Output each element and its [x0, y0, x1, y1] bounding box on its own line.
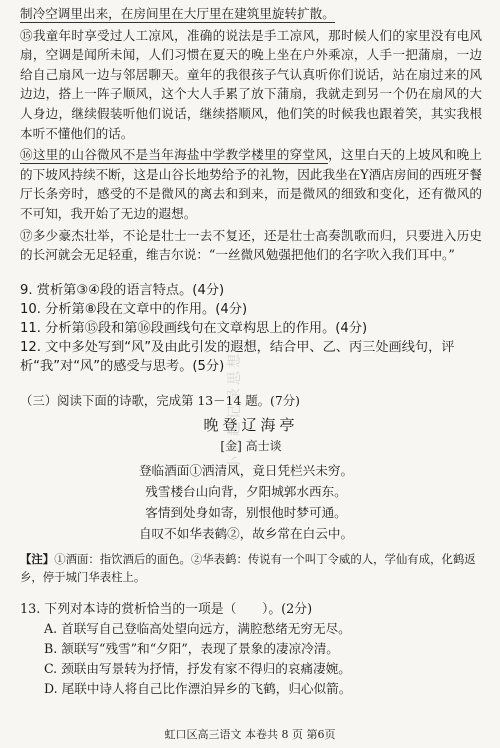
question-13-stem: 13. 下列对本诗的赏析恰当的一项是（ ）。(2分) — [20, 601, 313, 617]
question-9: 9. 赏析第③④段的语言特点。(4分) — [20, 282, 225, 298]
poem-line-2: 残雪楼台山向背，夕阳城郭水西东。 — [145, 483, 347, 499]
option-a: A. 首联写自己登临高处望向远方，满腔愁绪无穷无尽。 — [44, 620, 351, 636]
poem-note — [20, 550, 482, 586]
question-10: 10. 分析第⑧段在文章中的作用。(4分) — [20, 301, 248, 317]
poem-title: 晚登辽海亭 — [203, 415, 299, 434]
question-13-options — [20, 619, 482, 699]
option-d: D. 尾联中诗人将自己比作漂泊异乡的飞鹤，归心似箭。 — [44, 680, 352, 696]
poem-line-1: 登临酒面①洒清风，竟日凭栏兴未穷。 — [138, 462, 354, 478]
poem-author: [金] 高士谈 — [220, 438, 282, 453]
underlined-sentence: 制冷空调里出来，在房间里在大厅里在建筑里旋转扩散。 — [20, 6, 335, 21]
watermark-text: 小兴趣记录思想 — [227, 351, 243, 470]
paragraph-16 — [20, 145, 482, 223]
question-12: 12. 文中多处写到“风”及由此引发的遐想，结合甲、乙、丙三处画线句，评析“我”对“风”的感受与思考。(5分) — [20, 339, 455, 374]
section-3-heading: （三）阅读下面的诗歌，完成第 13－14 题。(7分) — [20, 392, 300, 408]
note-label: 【注】 — [20, 551, 55, 566]
poem-line-4: 自叹不如华表鹤②，故乡常在白云中。 — [138, 525, 354, 541]
question-list — [20, 281, 482, 376]
question-11: 11. 分析第⑮段和第⑯段画线句在文章构思上的作用。(4分) — [20, 320, 368, 336]
paragraph-15: ⑮我童年时享受过人工凉风，准确的说法是手工凉风，那时候人们的家里没有电风扇，空调是闻所未闻，人们习惯在夏天的晚上坐在户外乘凉，人手一把蒲扇，一边给自己扇风一边与邻居聊天。童年的我很孩子气认真听你们说话，站在扇过来的风边边，搭上一阵子顺风，这个大人手累了放下蒲扇，我就走到另一个仍在扇风的大人身边，继续假装听他们说话，继续搭顺风，他们笑的时候我也跟着笑，其实我根本听不懂他们的话。 — [20, 27, 482, 141]
paragraph-16-rest: ，这里白天的上坡风和晚上的下坡风持续不断，这是山谷长地势给予的礼物，因此我坐在Y酒店房间的西班牙餐厅长条旁时，感受的不是微风的离去和到来，而是微风的细致和变化，还有微风的不可知，我开始了无边的遐想。 — [20, 147, 483, 221]
note-text: ①酒面：指饮酒后的面色。②华表鹤：传说有一个叫丁令威的人，学仙有成，化鹤返乡，停于城门华表柱上。 — [20, 551, 476, 584]
passage-top-line — [20, 4, 482, 24]
poem-line-3: 客情到处身如寄，别恨他时梦可通。 — [145, 504, 347, 520]
underlined-sentence-16: ⑯这里的山谷微风不是当年海盐中学教学楼里的穿堂风 — [20, 147, 329, 163]
page-footer: 虹口区高三语文 本卷共 8 页 第6页 — [164, 728, 336, 741]
option-b: B. 颔联写“残雪”和“夕阳”，表现了景象的凄凉冷清。 — [44, 640, 339, 656]
paragraph-17: ⑰多少豪杰壮举，不论是壮士一去不复还，还是壮士高奏凯歌而归，只要进入历史的长河就会无足轻重，维吉尔说：“一丝微风勉强把他们的名字吹入我们耳中。” — [20, 227, 482, 263]
option-c: C. 颈联由写景转为抒情，抒发有家不得归的哀痛凄婉。 — [44, 660, 351, 676]
